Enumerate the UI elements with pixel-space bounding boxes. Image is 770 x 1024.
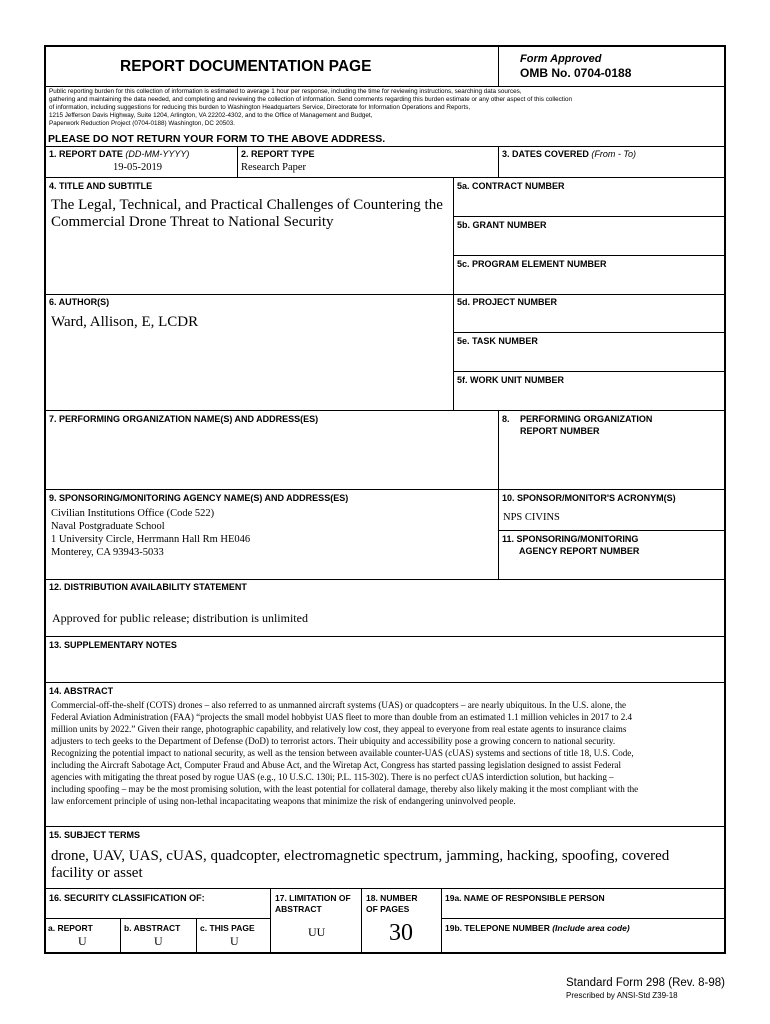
divider [270,888,271,953]
divider [441,918,725,919]
abstract-line[interactable]: Federal Aviation Administration (FAA) “projects the small model hobbyist UAS fleet to more than double from an estimated 1.1 million vehicles in 2017 to 2.4 [51,712,633,722]
distribution-label: 12. DISTRIBUTION AVAILABILITY STATEMENT [49,582,247,592]
page-classification-label: c. THIS PAGE [200,923,255,933]
return-warning: PLEASE DO NOT RETURN YOUR FORM TO THE ABOVE ADDRESS. [48,133,386,145]
limitation-value[interactable]: UU [308,925,326,939]
divider [237,146,238,177]
title-line[interactable]: The Legal, Technical, and Practical Challenges of Countering the [51,197,443,213]
report-type-label: 2. REPORT TYPE [241,149,315,159]
abstract-line[interactable]: including spoofing – may be the most promising solution, with the least potential for collateral damage, thereby also likely making it the most compliant with the [51,784,639,794]
divider [441,888,442,953]
omb-number: OMB No. 0704-0188 [520,66,632,80]
report-date-value[interactable]: 19-05-2019 [113,162,162,173]
report-classification-value[interactable]: U [78,934,87,948]
sponsoring-address-line[interactable]: Naval Postgraduate School [51,521,165,532]
divider [453,371,725,372]
contract-number-label: 5a. CONTRACT NUMBER [457,181,565,191]
program-element-label: 5c. PROGRAM ELEMENT NUMBER [457,259,607,269]
performing-org-label: 7. PERFORMING ORGANIZATION NAME(S) AND ADDRESS(ES) [49,414,319,424]
abstract-line[interactable]: Commercial-off-the-shelf (COTS) drones – also referred to as unmanned aircraft systems (UAS) or quadcopters – are nearly ubiquitous. In the U.S. alone, the [51,700,627,710]
abstract-classification-label: b. ABSTRACT [124,923,181,933]
performing-report-label: REPORT NUMBER [520,426,600,436]
subject-terms-line[interactable]: drone, UAV, UAS, cUAS, quadcopter, electromagnetic spectrum, jamming, hacking, spoofing, covered [51,848,670,864]
abstract-line[interactable]: million units by 2022.” Given their range, photographic capability, and relatively low cost, they appeal to everyone from real estate agents to insurance claims [51,724,627,734]
authors-value[interactable]: Ward, Allison, E, LCDR [51,314,199,330]
sponsoring-address-line[interactable]: Civilian Institutions Office (Code 522) [51,508,215,519]
burden-line: Public reporting burden for this collection of information is estimated to average 1 hour per response, including the time for reviewing instructions, searching data sources, [49,88,522,95]
work-unit-label: 5f. WORK UNIT NUMBER [457,375,564,385]
page-classification-value[interactable]: U [230,934,239,948]
divider [45,918,270,919]
performing-report-number: 8. [502,414,510,424]
abstract-line[interactable]: agencies with mitigating the threat posed by rogue UAS (e.g., 10 U.S.C. 130i; P.L. 115-302). There is no perfect cUAS interdiction solution, but hacking – [51,772,614,782]
divider [498,46,499,87]
abstract-line[interactable]: law enforcement principle of using non-lethal incapacitating weapons that minimize the risk of endangering uninvolved people. [51,796,516,806]
grant-number-label: 5b. GRANT NUMBER [457,220,547,230]
form-number: Standard Form 298 (Rev. 8-98) [566,977,725,989]
divider [45,294,725,295]
divider [498,410,499,579]
divider [498,530,725,531]
responsible-person-label: 19a. NAME OF RESPONSIBLE PERSON [445,893,605,903]
divider [453,216,725,217]
divider [45,826,725,827]
agency-report-label: 11. SPONSORING/MONITORING [502,534,639,544]
divider [45,636,725,637]
divider [453,255,725,256]
divider [45,177,725,178]
divider [45,410,725,411]
divider [45,579,725,580]
limitation-label: ABSTRACT [275,904,322,914]
prescribed-by: Prescribed by ANSI-Std Z39-18 [566,991,678,1000]
number-of-pages-label: OF PAGES [366,904,410,914]
divider [453,332,725,333]
burden-line: of information, including suggestions for reducing this burden to Washington Headquarters Service, Directorate for Information Operations and Reports, [49,104,471,111]
burden-line: Paperwork Reduction Project (0704-0188) Washington, DC 20503. [49,120,235,127]
agency-report-label: AGENCY REPORT NUMBER [519,546,640,556]
distribution-value[interactable]: Approved for public release; distribution is unlimited [52,611,308,625]
divider [45,888,725,889]
abstract-line[interactable]: Recognizing the potential impact to national security, as well as the tension between available counter-UAS (cUAS) systems and sections of title 18, U.S. Code, [51,748,634,758]
subject-terms-label: 15. SUBJECT TERMS [49,830,141,840]
burden-line: gathering and maintaining the data needed, and completing and reviewing the collection of information. Send comments regarding this burden estimate or any other aspect of this collection [49,96,572,103]
number-of-pages-value[interactable]: 30 [389,920,413,946]
sponsoring-address-line[interactable]: Monterey, CA 93943-5033 [51,547,164,558]
abstract-line[interactable]: including the Aircraft Sabotage Act, Computer Fraud and Abuse Act, and the Wiretap Act, Congress has started passing legislation designed to assist Federal [51,760,621,770]
report-classification-label: a. REPORT [48,923,93,933]
divider [196,918,197,953]
burden-line: 1215 Jefferson Davis Highway, Suite 1204, Arlington, VA 22202-4302, and to the Office of Management and Budget, [49,112,373,119]
subject-terms-line[interactable]: facility or asset [51,865,143,881]
page-title: REPORT DOCUMENTATION PAGE [120,58,372,75]
project-number-label: 5d. PROJECT NUMBER [457,297,558,307]
divider [45,86,725,87]
task-number-label: 5e. TASK NUMBER [457,336,538,346]
dates-covered-label: 3. DATES COVERED (From - To) [502,149,637,159]
acronym-value[interactable]: NPS CIVINS [503,512,560,523]
authors-label: 6. AUTHOR(S) [49,297,110,307]
divider [45,682,725,683]
abstract-line[interactable]: adjusters to tech geeks to the Department of Defense (DoD) to terrorist actors. Their ubiquity and accessibility pose a growing concern to national security. [51,736,616,746]
supplementary-notes-label: 13. SUPPLEMENTARY NOTES [49,640,177,650]
security-classification-label: 16. SECURITY CLASSIFICATION OF: [49,893,205,903]
limitation-label: 17. LIMITATION OF [275,893,351,903]
divider [361,888,362,953]
sponsoring-address-line[interactable]: 1 University Circle, Herrmann Hall Rm HE046 [51,534,251,545]
sponsoring-label: 9. SPONSORING/MONITORING AGENCY NAME(S) AND ADDRESS(ES) [49,493,349,503]
title-label: 4. TITLE AND SUBTITLE [49,181,153,191]
report-date-label: 1. REPORT DATE (DD-MM-YYYY) [49,149,190,159]
divider [45,146,725,147]
telephone-label: 19b. TELEPONE NUMBER (Include area code) [445,923,630,933]
abstract-classification-value[interactable]: U [154,934,163,948]
divider [45,489,725,490]
performing-report-label: PERFORMING ORGANIZATION [520,414,653,424]
report-type-value[interactable]: Research Paper [241,162,307,173]
number-of-pages-label: 18. NUMBER [366,893,418,903]
divider [498,146,499,177]
acronym-label: 10. SPONSOR/MONITOR'S ACRONYM(S) [502,493,676,503]
divider [120,918,121,953]
abstract-label: 14. ABSTRACT [49,686,114,696]
title-line[interactable]: Commercial Drone Threat to National Security [51,214,334,230]
form-approved-label: Form Approved [520,53,602,65]
